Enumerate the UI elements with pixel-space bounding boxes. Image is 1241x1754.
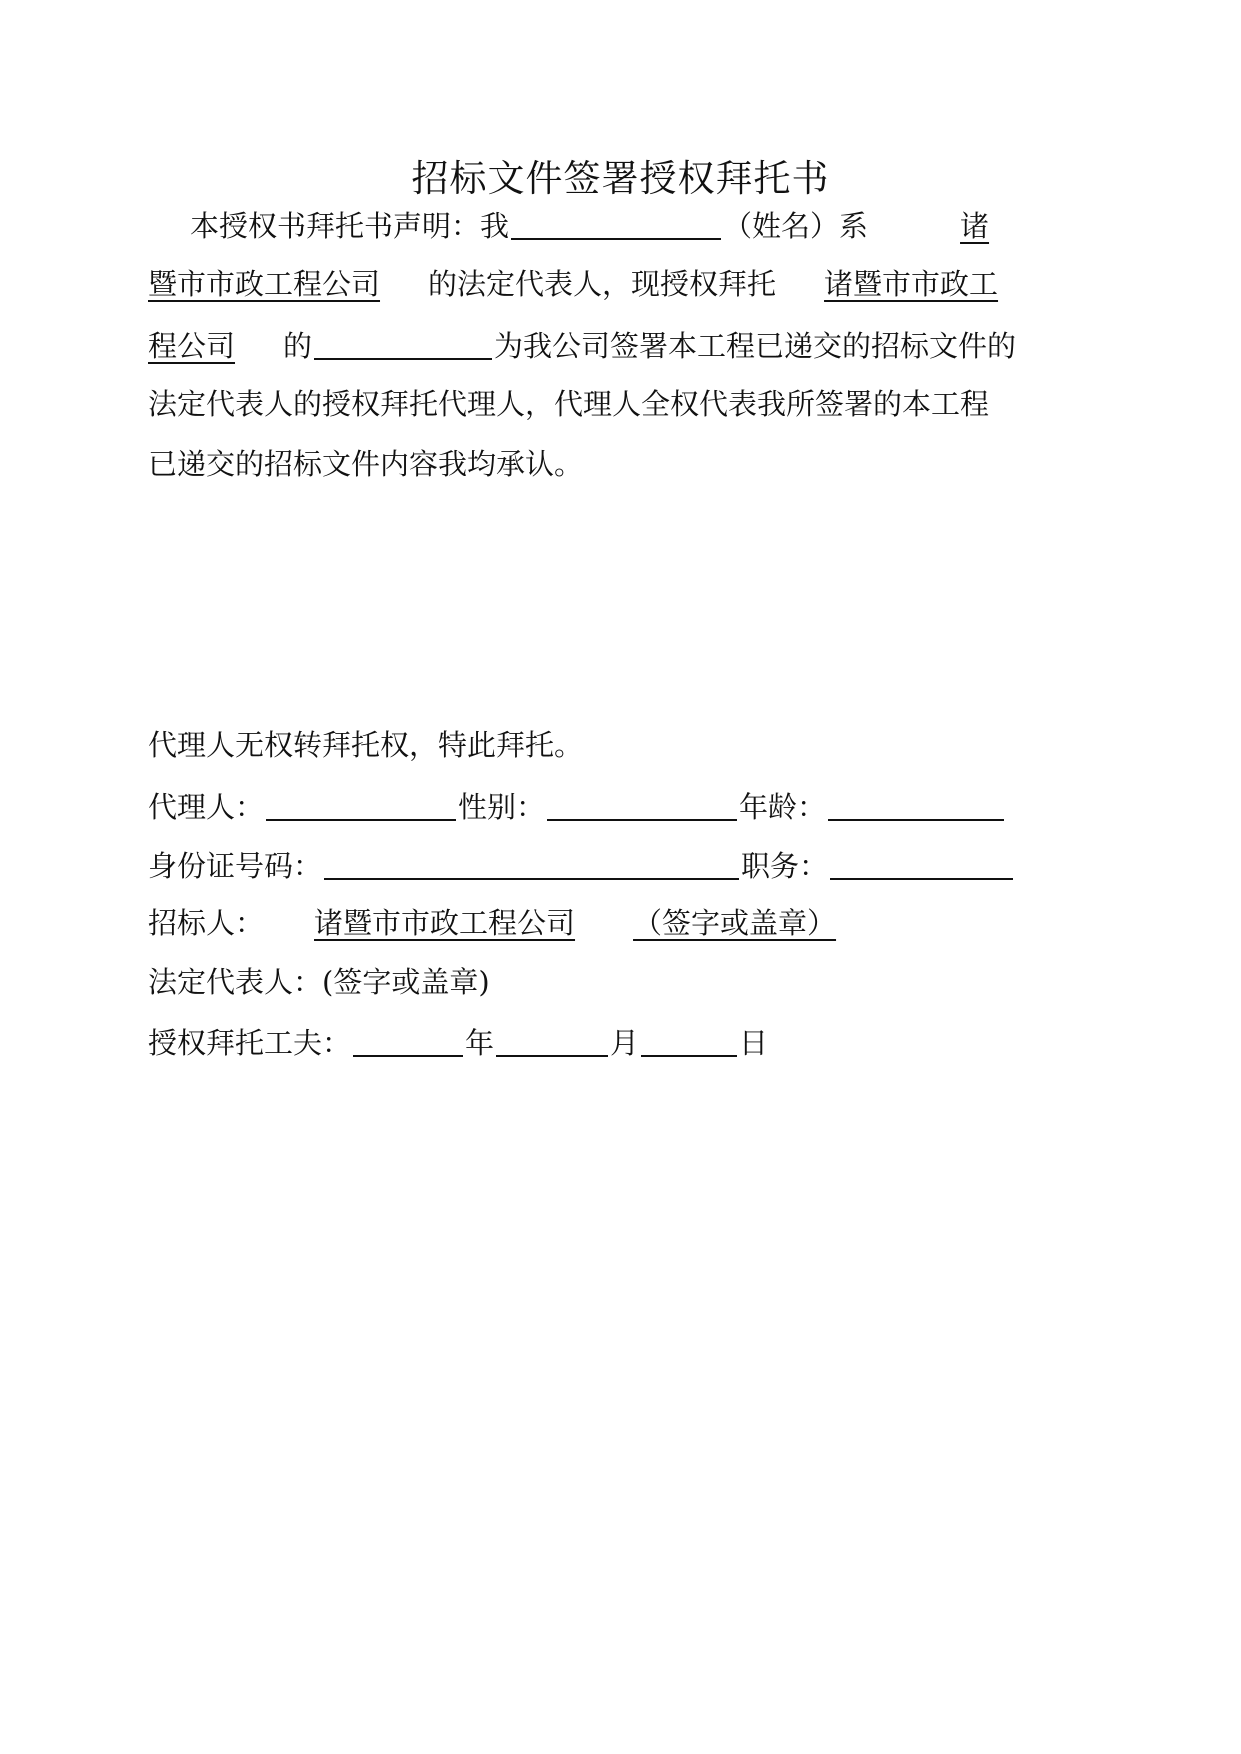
paragraph-line-5: 已递交的招标文件内容我均承认。: [148, 447, 584, 481]
id-info-line: [148, 844, 1015, 886]
name-blank: [511, 208, 721, 240]
entrusted-company-end: 程公司: [148, 329, 236, 363]
month-label: 月: [610, 1026, 640, 1060]
declaration-text: 本授权书拜托书声明：我: [190, 209, 510, 243]
paragraph-line-3: [148, 324, 1016, 366]
person-blank: [314, 328, 492, 360]
month-blank[interactable]: [496, 1025, 608, 1057]
date-label: 授权拜托工夫：: [148, 1026, 352, 1060]
no-transfer-statement: 代理人无权转拜托权，特此拜托。: [148, 728, 584, 762]
age-blank[interactable]: [828, 789, 1004, 821]
tenderer-line: [148, 903, 836, 943]
purpose-text: 为我公司签署本工程已递交的招标文件的: [494, 329, 1017, 363]
legal-rep-text: 的法定代表人，现授权拜托: [428, 267, 777, 301]
paragraph-line-4: 法定代表人的授权拜托代理人，代理人全权代表我所签署的本工程: [148, 387, 990, 421]
paragraph-line-1: [190, 204, 989, 246]
paragraph-line-2: [148, 264, 998, 304]
legal-representative-line: 法定代表人：(签字或盖章): [148, 965, 490, 999]
day-blank[interactable]: [641, 1025, 737, 1057]
tenderer-value: 诸暨市市政工程公司 （签字或盖章）: [314, 906, 837, 940]
company-name-end: 暨市市政工程公司: [148, 267, 381, 301]
year-blank[interactable]: [353, 1025, 463, 1057]
agent-label: 代理人：: [148, 790, 265, 824]
day-label: 日: [739, 1026, 769, 1060]
company-name-start: 诸: [960, 209, 990, 243]
authorization-date-line: [148, 1021, 768, 1063]
entrusted-company-start: 诸暨市市政工: [824, 267, 999, 301]
gender-blank[interactable]: [547, 789, 737, 821]
id-number-blank[interactable]: [324, 848, 739, 880]
of-text: 的: [283, 329, 313, 363]
year-label: 年: [465, 1026, 495, 1060]
position-blank[interactable]: [830, 848, 1013, 880]
agent-blank[interactable]: [266, 789, 456, 821]
document-title: 招标文件签署授权拜托书: [411, 157, 830, 200]
age-label: 年龄：: [739, 790, 827, 824]
agent-info-line: [148, 785, 1006, 827]
name-note: （姓名）系: [723, 209, 869, 243]
gender-label: 性别：: [458, 790, 546, 824]
position-label: 职务：: [741, 849, 829, 883]
id-number-label: 身份证号码：: [148, 849, 323, 883]
tenderer-label: 招标人：: [148, 906, 265, 940]
